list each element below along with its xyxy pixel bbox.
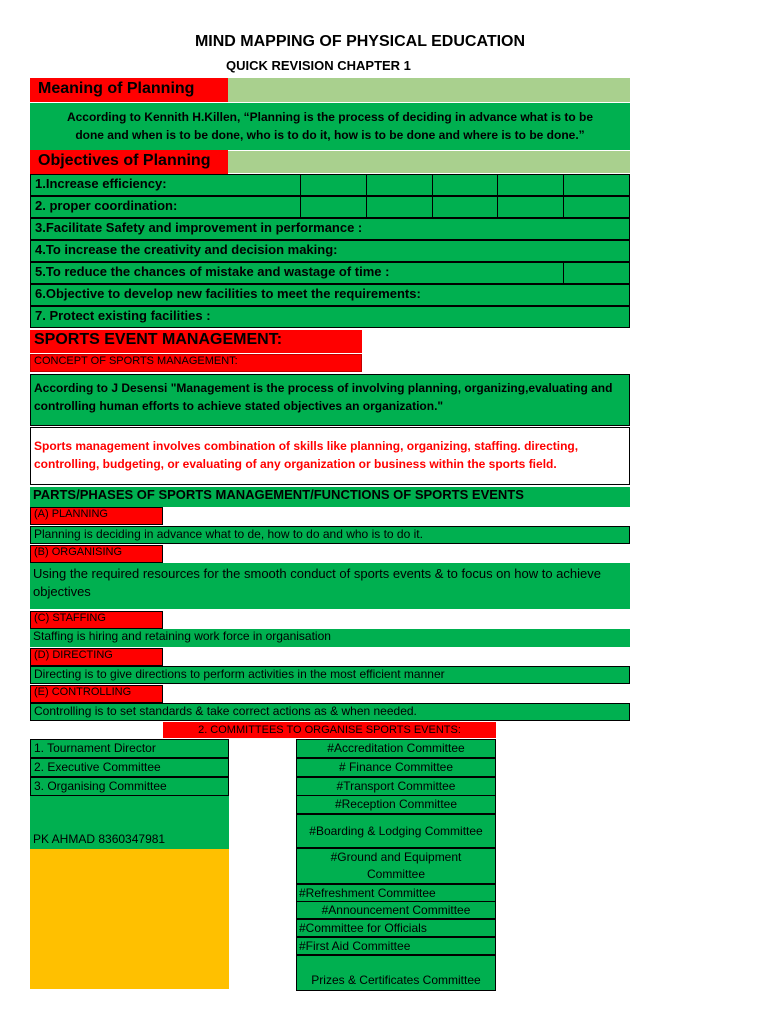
- objective-row-1: 1.Increase efficiency:: [30, 174, 630, 196]
- page-subtitle: QUICK REVISION CHAPTER 1: [226, 58, 411, 73]
- phase-label-directing: (D) DIRECTING: [30, 648, 163, 666]
- meaning-text: According to Kennith H.Killen, “Planning is the process of deciding in advance what is to be done and when is to be done, who is to do it, how is to be done and where is to be done.”: [30, 103, 630, 150]
- right-committee-1: #Accreditation Committee: [296, 739, 496, 758]
- skills-text: Sports management involves combination of skills like planning, organizing, staffing. directing, controlling, budgeting, or evaluating of any organization or business within the sports field.: [30, 427, 630, 485]
- left-committee-2: 2. Executive Committee: [30, 758, 229, 777]
- objective-row-2: 2. proper coordination:: [30, 196, 630, 218]
- left-committee-3: 3. Organising Committee: [30, 777, 229, 796]
- right-committee-7: #Refreshment Committee: [296, 884, 496, 902]
- phase-text-planning: Planning is deciding in advance what to de, how to do and who is to do it.: [30, 526, 630, 544]
- concept-text: According to J Desensi "Management is the process of involving planning, organizing,evaluating and controlling human efforts to achieve stated objectives an organization.": [30, 374, 630, 426]
- right-committee-6: #Ground and Equipment Committee: [296, 848, 496, 884]
- phase-label-organising: (B) ORGANISING: [30, 545, 163, 563]
- phase-text-controlling: Controlling is to set standards & take correct actions as & when needed.: [30, 703, 630, 721]
- objective-row-3: 3.Facilitate Safety and improvement in performance :: [30, 218, 630, 240]
- objective-row-5: 5.To reduce the chances of mistake and wastage of time :: [30, 262, 630, 284]
- right-committee-10: #First Aid Committee: [296, 937, 496, 955]
- committees-heading: 2. COMMITTEES TO ORGANISE SPORTS EVENTS:: [163, 722, 496, 738]
- author-credit: PK AHMAD 8360347981: [33, 832, 166, 846]
- sports-heading: SPORTS EVENT MANAGEMENT:: [30, 330, 362, 353]
- meaning-heading: Meaning of Planning: [30, 78, 228, 102]
- phase-text-directing: Directing is to give directions to perform activities in the most efficient manner: [30, 666, 630, 684]
- right-committee-4: #Reception Committee: [296, 795, 496, 814]
- phase-label-staffing: (C) STAFFING: [30, 611, 163, 629]
- right-committee-9: #Committee for Officials: [296, 919, 496, 937]
- objective-row-7: 7. Protect existing facilities :: [30, 306, 630, 328]
- right-committee-5: #Boarding & Lodging Committee: [296, 814, 496, 848]
- phase-label-controlling: (E) CONTROLLING: [30, 685, 163, 703]
- concept-heading: CONCEPT OF SPORTS MANAGEMENT:: [30, 354, 362, 372]
- gold-block: [30, 849, 229, 989]
- right-committee-8: #Announcement Committee: [296, 901, 496, 919]
- right-committee-11: Prizes & Certificates Committee: [296, 955, 496, 991]
- parts-heading: PARTS/PHASES OF SPORTS MANAGEMENT/FUNCTIONS OF SPORTS EVENTS: [30, 487, 630, 507]
- objectives-heading: Objectives of Planning: [30, 150, 228, 174]
- right-committee-3: #Transport Committee: [296, 777, 496, 796]
- phase-label-planning: (A) PLANNING: [30, 507, 163, 525]
- right-committee-2: # Finance Committee: [296, 758, 496, 777]
- phase-text-staffing: Staffing is hiring and retaining work force in organisation: [30, 629, 630, 647]
- page-title: MIND MAPPING OF PHYSICAL EDUCATION: [194, 33, 526, 50]
- objective-row-6: 6.Objective to develop new facilities to meet the requirements:: [30, 284, 630, 306]
- objective-row-4: 4.To increase the creativity and decision making:: [30, 240, 630, 262]
- left-committee-1: 1. Tournament Director: [30, 739, 229, 758]
- phase-text-organising: Using the required resources for the smooth conduct of sports events & to focus on how to achieve objectives: [30, 563, 630, 609]
